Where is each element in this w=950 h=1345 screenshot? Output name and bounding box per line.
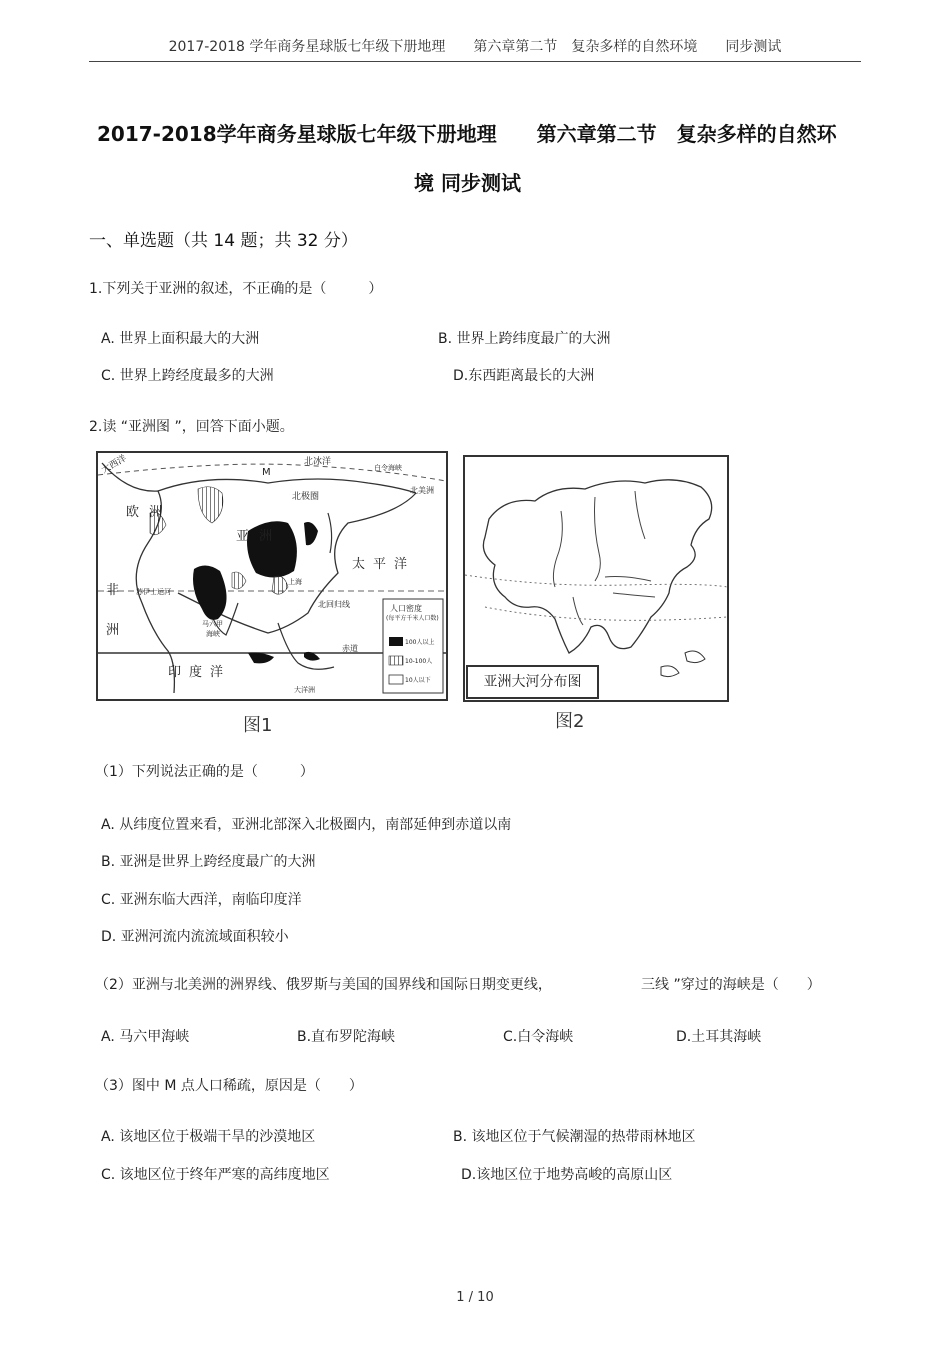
section-heading: 一、单选题（共 14 题；共 32 分） xyxy=(89,231,358,251)
q2-sub1-stem: （1）下列说法正确的是（ ） xyxy=(95,764,314,780)
label-africa-1: 非 xyxy=(106,583,120,598)
q2-sub3-option-c[interactable]: C. 该地区位于终年严寒的高纬度地区 xyxy=(101,1167,330,1183)
label-oceania: 大洋洲 xyxy=(294,686,315,694)
figure-1-caption: 图1 xyxy=(243,715,273,736)
q1-option-d[interactable]: D.东西距离最长的大洲 xyxy=(453,368,595,384)
q2-sub2-option-a[interactable]: A. 马六甲海峡 xyxy=(101,1029,190,1045)
running-header: 2017-2018 学年商务星球版七年级下册地理 第六章第二节 复杂多样的自然环境 同步测试 xyxy=(168,39,782,55)
figure-1-asia-population-map xyxy=(96,451,448,701)
page-number: 1 / 10 xyxy=(456,1290,494,1305)
asia-rivers-map-svg xyxy=(465,457,727,700)
figure-2-asia-rivers-map xyxy=(463,455,729,702)
q1-option-b[interactable]: B. 世界上跨纬度最广的大洲 xyxy=(438,331,611,347)
figure-2-title-box: 亚洲大河分布图 xyxy=(466,665,599,699)
q2-sub2-stem-tail: 三线 ”穿过的海峡是（ ） xyxy=(641,977,821,993)
doc-title-line1: 2017-2018学年商务星球版七年级下册地理 第六章第二节 复杂多样的自然环 xyxy=(97,122,837,146)
q1-stem: 1.下列关于亚洲的叙述，不正确的是（ ） xyxy=(89,281,383,297)
label-north-america: 北美洲 xyxy=(410,486,434,495)
label-malacca-2: 海峡 xyxy=(206,630,220,638)
legend-item-low: 10人以下 xyxy=(405,677,431,684)
q2-sub3-option-b[interactable]: B. 该地区位于气候潮湿的热带雨林地区 xyxy=(453,1129,696,1145)
q2-sub1-option-a[interactable]: A. 从纬度位置来看，亚洲北部深入北极圈内，南部延伸到赤道以南 xyxy=(101,817,512,833)
q2-sub2-option-c[interactable]: C.白令海峡 xyxy=(503,1029,574,1045)
legend-item-high: 100人以上 xyxy=(405,639,435,646)
asia-population-map-svg xyxy=(98,453,446,699)
q2-sub1-option-d[interactable]: D. 亚洲河流内流流域面积较小 xyxy=(101,929,289,945)
label-pacific: 太平洋 xyxy=(352,557,416,572)
q2-sub3-stem: （3）图中 M 点人口稀疏，原因是（ ） xyxy=(95,1078,363,1094)
legend-title: 人口密度 xyxy=(390,604,422,613)
label-europe: 欧洲 xyxy=(126,505,173,520)
q1-option-a[interactable]: A. 世界上面积最大的大洲 xyxy=(101,331,260,347)
q2-sub2-option-b[interactable]: B.直布罗陀海峡 xyxy=(297,1029,396,1045)
q2-sub2-option-d[interactable]: D.土耳其海峡 xyxy=(676,1029,762,1045)
q2-stem: 2.读 “亚洲图 ”，回答下面小题。 xyxy=(89,419,294,435)
q2-sub1-option-c[interactable]: C. 亚洲东临大西洋，南临印度洋 xyxy=(101,892,302,908)
label-tropic-of-cancer: 北回归线 xyxy=(318,600,350,609)
label-africa-2: 洲 xyxy=(106,623,120,638)
label-malacca-1: 马六甲 xyxy=(202,620,223,628)
legend-unit: (每平方千米人口数) xyxy=(386,615,439,622)
legend-item-medium: 10-100人 xyxy=(405,658,433,665)
label-atlantic: 大西洋 xyxy=(100,453,129,476)
doc-title-line2: 境 同步测试 xyxy=(414,171,521,195)
label-asia: 亚洲 xyxy=(236,529,283,544)
label-suez-canal: 苏伊士运河 xyxy=(136,588,171,596)
label-arctic-ocean: 北冰洋 xyxy=(304,457,332,467)
q2-sub2-stem: （2）亚洲与北美洲的洲界线、俄罗斯与美国的国界线和国际日期变更线， xyxy=(95,977,552,993)
label-shanghai: 上海 xyxy=(288,578,302,586)
label-arctic-circle: 北极圈 xyxy=(292,492,320,502)
label-m-point: M xyxy=(262,467,271,478)
label-bering-strait: 白令海峡 xyxy=(374,464,402,472)
q2-sub1-option-b[interactable]: B. 亚洲是世界上跨经度最广的大洲 xyxy=(101,854,316,870)
figure-2-caption: 图2 xyxy=(555,711,585,732)
label-indian-ocean: 印度洋 xyxy=(168,665,232,680)
q2-sub3-option-a[interactable]: A. 该地区位于极端干旱的沙漠地区 xyxy=(101,1129,316,1145)
header-rule xyxy=(89,61,861,62)
label-equator: 赤道 xyxy=(342,644,358,653)
q1-option-c[interactable]: C. 世界上跨经度最多的大洲 xyxy=(101,368,274,384)
q2-sub3-option-d[interactable]: D.该地区位于地势高峻的高原山区 xyxy=(461,1167,673,1183)
